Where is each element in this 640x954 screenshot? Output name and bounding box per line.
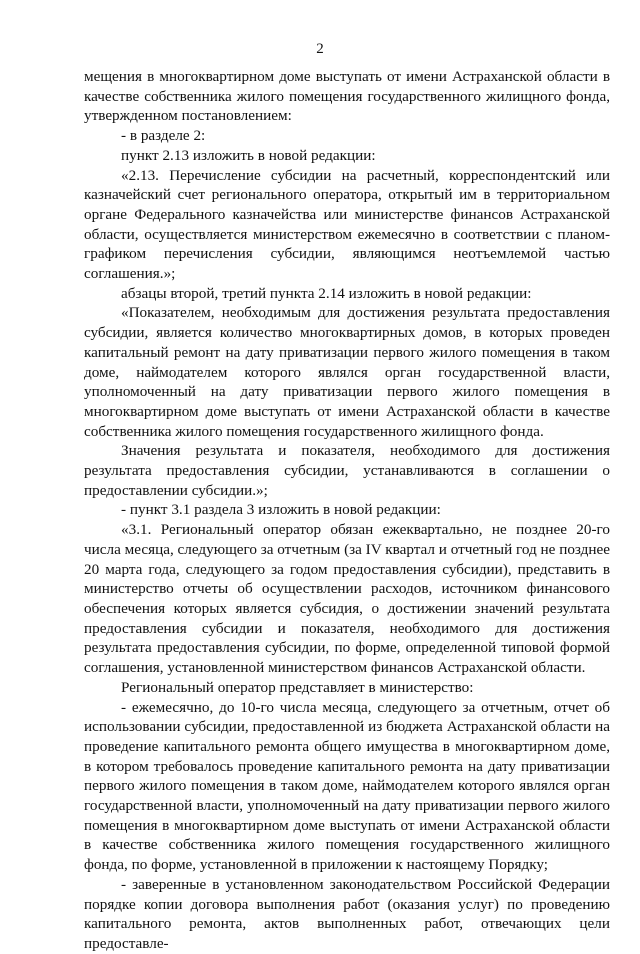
paragraph-quote-3-1: «3.1. Региональный оператор обязан ежеквартально, не позднее 20-го числа месяца, следующего за отчетным (за IV квартал и отчетный год не позднее 20 марта года, следующего за годом предоставления субсидии), представить в министерство отчеты об осуществлении расходов, источником финансового обеспечения которых является субсидия, о достижении значений результата предоставления субсидии и показателя, необходимого для достижения результата предоставления субсидии, по форме, определенной типовой формой соглашения, установленной министерством финансов Астраханской области. (84, 521, 610, 677)
paragraph-point-2-13: пункт 2.13 изложить в новой редакции: (121, 146, 376, 164)
paragraph-operator-submits: Региональный оператор представляет в министерство: (121, 678, 474, 696)
paragraph-quote-2-13: «2.13. Перечисление субсидии на расчетный, корреспондентский или казначейский счет регионального оператора, открытый им в территориальном органе Федерального казначейства или министерстве финансов Астраханской области, осуществляется министерством ежемесячно в соответствии с планом-графиком перечисления субсидии, являющимся неотъемлемой частью соглашения.»; (84, 166, 610, 283)
paragraph-section-2: - в разделе 2: (121, 127, 206, 145)
document-body (84, 67, 610, 954)
paragraph-indicator: «Показателем, необходимым для достижения результата предоставления субсидии, является количество многоквартирных домов, в которых проведен капитальный ремонт на дату приватизации первого жилого помещения в таком доме, наймодателем которого являлся орган государственной власти, уполномоченный на дату приватизации первого жилого помещения в многоквартирном доме выступать от имени Астраханской области в качестве собственника жилого помещения государственного жилищного фонда. (84, 304, 610, 440)
paragraph-monthly-report: - ежемесячно, до 10-го числа месяца, следующего за отчетным, отчет об использовании субсидии, предоставленной из бюджета Астраханской области на проведение капитального ремонта общего имущества в многоквартирном доме, в котором требовалось проведение капитального ремонта на дату приватизации первого жилого помещения в таком доме, наймодателем которого являлся орган государственной власти, уполномоченный на дату приватизации первого жилого помещения в многоквартирном доме выступать от имени Астраханской области в качестве собственника жилого помещения государственного жилищного фонда, по форме, установленной в приложении к настоящему Порядку; (84, 698, 610, 874)
paragraph-continuation: мещения в многоквартирном доме выступать от имени Астраханской области в качестве собственника жилого помещения государственного жилищного фонда, утвержденном постановлением: (84, 68, 610, 125)
paragraph-point-2-14: абзацы второй, третий пункта 2.14 изложить в новой редакции: (121, 284, 532, 302)
paragraph-certified-copies: - заверенные в установленном законодательством Российской Федерации порядке копии договора выполнения работ (оказания услуг) по проведению капитального ремонта, актов выполненных работ, отвечающих цели предоставле- (84, 875, 610, 952)
paragraph-values: Значения результата и показателя, необходимого для достижения результата предоставления субсидии, устанавливаются в соглашении о предоставлении субсидии.»; (84, 442, 610, 499)
paragraph-point-3-1: - пункт 3.1 раздела 3 изложить в новой редакции: (121, 501, 441, 519)
page-number: 2 (316, 41, 324, 57)
